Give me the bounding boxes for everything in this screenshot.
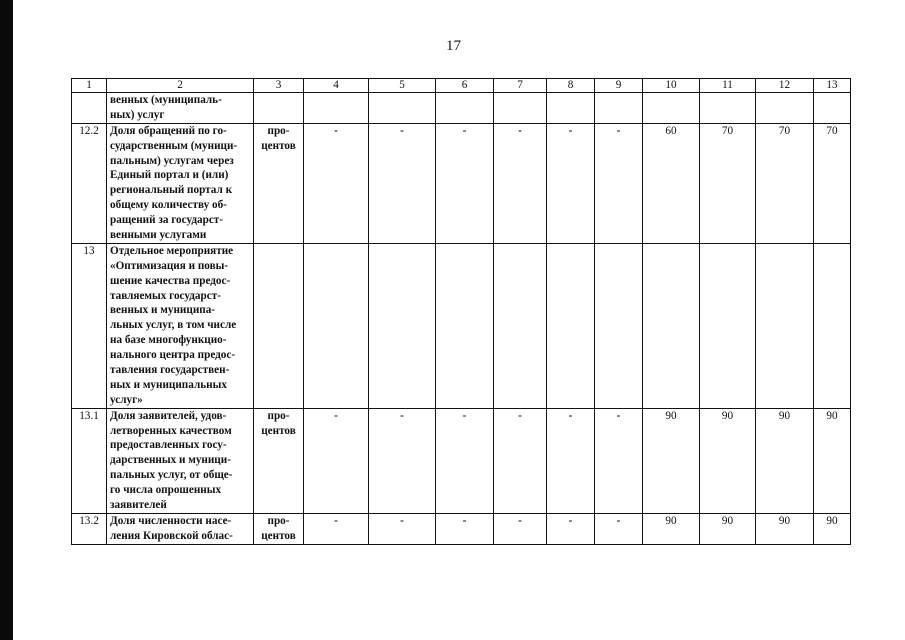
description-line: Отдельное мероприятие: [110, 244, 234, 257]
column-header: 5: [369, 79, 436, 93]
value-cell: [304, 93, 369, 124]
description-line: пальным) услугам через: [110, 154, 234, 167]
description-line: Единый портал и (или): [110, 169, 229, 182]
description-line: региональный портал к: [110, 184, 233, 197]
value-cell: -: [369, 513, 436, 544]
unit-of-measure: [254, 243, 304, 408]
description-line: тавляемых государст-: [110, 289, 221, 302]
description-line: нального центра предос-: [110, 349, 236, 362]
value-cell: 90: [700, 513, 756, 544]
description-line: дарственных и муници-: [110, 454, 231, 467]
column-header: 1: [72, 79, 107, 93]
value-cell: [700, 243, 756, 408]
description-line: предоставленных госу-: [110, 439, 227, 452]
column-header: 6: [436, 79, 494, 93]
value-cell: 90: [814, 408, 851, 513]
description-line: ления Кировской облас-: [110, 529, 233, 542]
description-line: венных и муниципа-: [110, 304, 216, 317]
row-number: 12.2: [72, 123, 107, 243]
value-cell: [643, 243, 700, 408]
description-line: заявителей: [110, 499, 167, 512]
value-cell: -: [369, 408, 436, 513]
column-header: 2: [107, 79, 254, 93]
value-cell: 60: [643, 123, 700, 243]
unit-of-measure: [254, 93, 304, 124]
value-cell: -: [494, 408, 547, 513]
value-cell: -: [304, 513, 369, 544]
page-number: 17: [446, 38, 461, 54]
description-line: на базе многофункцио-: [110, 334, 227, 347]
value-cell: 70: [814, 123, 851, 243]
value-cell: [547, 243, 595, 408]
description-line: тавления государствен-: [110, 364, 230, 377]
value-cell: -: [595, 123, 643, 243]
value-cell: -: [304, 408, 369, 513]
value-cell: [595, 243, 643, 408]
row-number: [72, 93, 107, 124]
value-cell: -: [494, 513, 547, 544]
value-cell: [304, 243, 369, 408]
table-row: [72, 513, 851, 544]
column-header: 8: [547, 79, 595, 93]
value-cell: 70: [700, 123, 756, 243]
value-cell: -: [494, 123, 547, 243]
value-cell: -: [595, 513, 643, 544]
description-line: услуг»: [110, 393, 143, 406]
row-number: 13.1: [72, 408, 107, 513]
value-cell: -: [595, 408, 643, 513]
description-line: Доля численности насе-: [110, 514, 232, 527]
description-line: венными услугами: [110, 229, 207, 242]
description-line: шение качества предос-: [110, 274, 231, 287]
description-line: ных) услуг: [110, 108, 165, 121]
value-cell: -: [547, 408, 595, 513]
value-cell: [369, 93, 436, 124]
scan-edge-bar: [0, 0, 13, 640]
value-cell: [756, 93, 814, 124]
indicator-description: [107, 93, 254, 124]
value-cell: [369, 243, 436, 408]
value-cell: [814, 93, 851, 124]
indicator-description: [107, 408, 254, 513]
description-line: Доля заявителей, удов-: [110, 409, 227, 422]
value-cell: [436, 93, 494, 124]
description-line: го числа опрошенных: [110, 484, 222, 497]
indicator-description: [107, 513, 254, 544]
column-header: 9: [595, 79, 643, 93]
column-header: 4: [304, 79, 369, 93]
value-cell: 90: [756, 408, 814, 513]
value-cell: 90: [756, 513, 814, 544]
column-header: 3: [254, 79, 304, 93]
column-header: 12: [756, 79, 814, 93]
column-header: 11: [700, 79, 756, 93]
unit-of-measure: про- центов: [254, 123, 304, 243]
value-cell: [814, 243, 851, 408]
value-cell: [700, 93, 756, 124]
row-number: 13: [72, 243, 107, 408]
value-cell: [595, 93, 643, 124]
description-line: «Оптимизация и повы-: [110, 259, 229, 272]
value-cell: -: [436, 123, 494, 243]
indicator-description: [107, 123, 254, 243]
description-line: венных (муниципаль-: [110, 94, 222, 106]
description-line: льных услуг, в том числе: [110, 319, 237, 332]
table-row: [72, 243, 851, 408]
unit-of-measure: про- центов: [254, 513, 304, 544]
column-header: 10: [643, 79, 700, 93]
indicators-table: [71, 78, 851, 545]
description-line: Доля обращений по го-: [110, 124, 227, 137]
value-cell: 90: [814, 513, 851, 544]
value-cell: [756, 243, 814, 408]
column-header: 13: [814, 79, 851, 93]
indicator-description: [107, 243, 254, 408]
value-cell: 90: [700, 408, 756, 513]
description-line: ных и муниципальных: [110, 378, 227, 391]
column-header: 7: [494, 79, 547, 93]
value-cell: 90: [643, 513, 700, 544]
value-cell: -: [304, 123, 369, 243]
value-cell: [494, 243, 547, 408]
value-cell: -: [436, 513, 494, 544]
description-line: общему количеству об-: [110, 199, 227, 212]
value-cell: [436, 243, 494, 408]
value-cell: [643, 93, 700, 124]
value-cell: -: [547, 513, 595, 544]
value-cell: [547, 93, 595, 124]
description-line: сударственным (муници-: [110, 139, 238, 152]
row-number: 13.2: [72, 513, 107, 544]
value-cell: [494, 93, 547, 124]
value-cell: -: [436, 408, 494, 513]
unit-of-measure: про- центов: [254, 408, 304, 513]
description-line: ращений за государст-: [110, 214, 224, 227]
value-cell: -: [369, 123, 436, 243]
value-cell: -: [547, 123, 595, 243]
value-cell: 90: [643, 408, 700, 513]
description-line: пальных услуг, от обще-: [110, 469, 233, 482]
table-row: [72, 408, 851, 513]
value-cell: 70: [756, 123, 814, 243]
table-row: [72, 93, 851, 124]
description-line: летворенных качеством: [110, 424, 232, 437]
table-row: [72, 123, 851, 243]
table-header-row: [72, 79, 851, 93]
